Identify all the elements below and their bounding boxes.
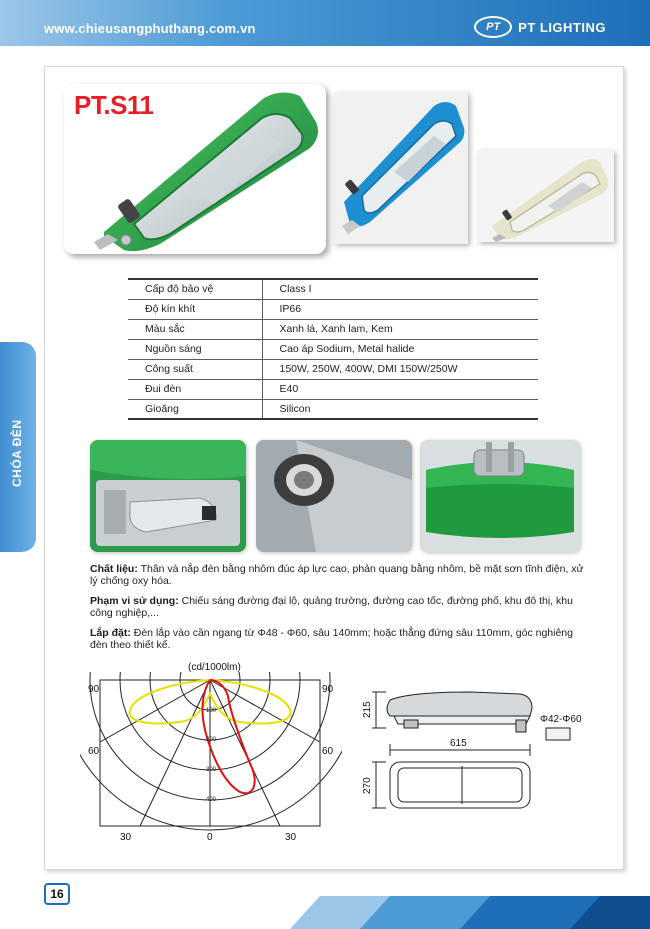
spec-value: Silicon [262,399,538,419]
angle-label: 90 [88,684,100,695]
installation-description [90,627,584,651]
radial-label: 100 [206,708,217,714]
streetlight-blue-image [334,92,468,244]
spec-value: 150W, 250W, 400W, DMI 150W/250W [262,359,538,379]
angle-label: 0 [207,832,213,843]
spec-value: E40 [262,379,538,399]
product-model-title: PT.S11 [74,90,154,120]
spec-label: Công suất [128,359,262,379]
material-label: Chất liệu: [90,563,138,575]
table-row [128,279,538,299]
mount-diameter: Φ42-Φ60 [540,714,582,725]
hero-product-image [64,84,326,254]
product-cream-image [478,150,614,242]
spec-value: Class I [262,279,538,299]
spec-label: Cấp độ bảo vệ [128,279,262,299]
spec-value: Cao áp Sodium, Metal halide [262,339,538,359]
dimension-drawing [350,680,590,820]
detail-photo-socket [256,440,412,552]
install-text: Đèn lắp vào cần ngang từ Φ48 - Φ60, sâu 140mm; hoặc thẳng đứng sâu 110mm, góc nghiêng đèn theo thiết kế. [90,627,573,651]
side-category-tab [0,342,36,552]
table-row [128,339,538,359]
polar-distribution-chart [80,672,342,844]
specification-table [128,278,538,420]
angle-label: 60 [322,746,334,757]
height-dimension: 215 [362,701,373,718]
angle-label: 90 [322,684,334,695]
spec-value: Xanh lá, Xanh lam, Kem [262,319,538,339]
spec-value: IP66 [262,299,538,319]
scope-description [90,595,584,619]
table-row [128,399,538,419]
angle-label: 30 [285,832,297,843]
spec-label: Nguồn sáng [128,339,262,359]
streetlight-cream-image [478,150,614,242]
spec-label: Gioăng [128,399,262,419]
spec-label: Màu sắc [128,319,262,339]
product-blue-image [334,92,468,244]
radial-label: 400 [206,797,217,803]
table-row [128,319,538,339]
pt-logo-icon: PT [474,16,512,38]
footer-stripes [250,896,650,929]
page-number: 16 [44,883,70,905]
width-dimension: 270 [362,777,373,794]
spec-label: Độ kín khít [128,299,262,319]
angle-label: 30 [120,832,132,843]
header-bar [0,0,650,46]
spec-label: Đui đèn [128,379,262,399]
table-row [128,379,538,399]
material-description [90,563,584,587]
detail-photo-open-housing [90,440,246,552]
radial-label: 300 [206,767,217,773]
table-row [128,359,538,379]
polar-unit-label: (cd/1000lm) [188,662,241,673]
material-text: Thân và nắp đèn bằng nhôm đúc áp lực cao, phản quang bằng nhôm, bề mặt sơn tĩnh điện, xử lý chống oxy hóa. [90,563,584,587]
detail-photo-mounting-clamp [420,440,580,552]
side-tab-label: CHÓA ĐÈN [10,419,24,487]
install-label: Lắp đặt: [90,627,131,639]
angle-label: 60 [88,746,100,757]
length-dimension: 615 [450,738,467,749]
scope-text: Chiếu sáng đường đại lộ, quảng trường, đường cao tốc, đường phố, khu đô thị, khu công nghiệp,... [90,595,573,619]
brand-name: PT LIGHTING [518,19,606,35]
table-row [128,299,538,319]
scope-label: Phạm vi sử dụng: [90,595,179,607]
brand [474,16,606,38]
radial-label: 200 [206,737,217,743]
website-url[interactable]: www.chieusangphuthang.com.vn [44,21,256,36]
